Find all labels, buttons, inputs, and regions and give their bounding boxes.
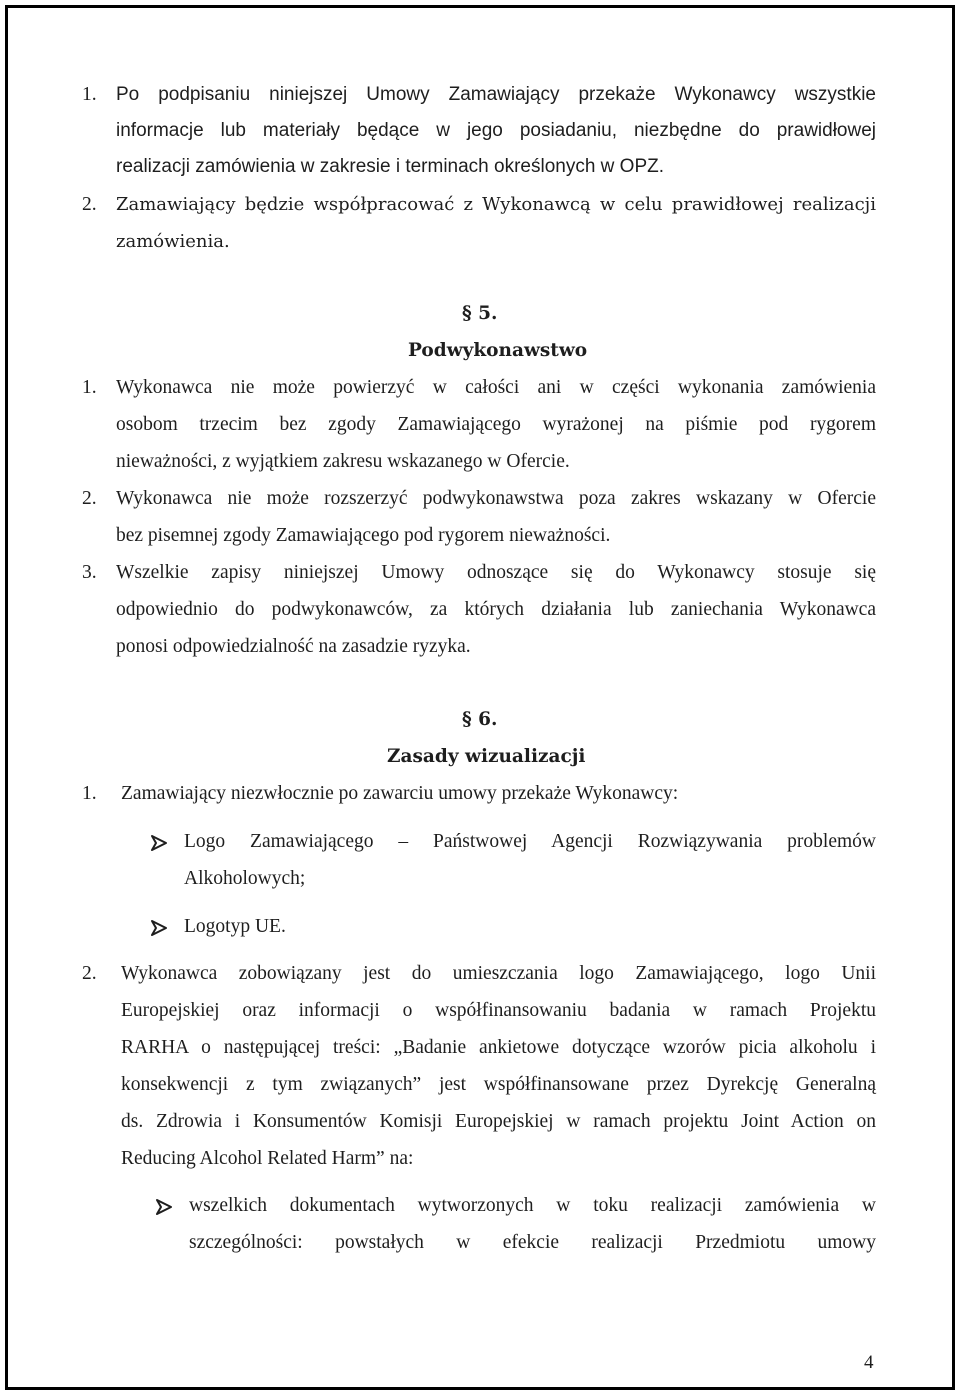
s6-bullet-3-line-1: wszelkich dokumentach wytworzonych w toku realizacji zamówienia w	[189, 1195, 876, 1216]
s6-item-2-line-3: RARHA o następującej treści: „Badanie ankietowe dotyczące wzorów picia alkoholu i	[121, 1037, 876, 1058]
s5-item-1-number: 1.	[82, 377, 97, 398]
arrow-bullet-icon	[150, 834, 168, 852]
s6-item-2-line-4: konsekwencji z tym związanych” jest współfinansowane przez Dyrekcję Generalną	[121, 1074, 876, 1095]
s6-item-1-number: 1.	[82, 783, 97, 804]
intro-item-2-number: 2.	[82, 194, 97, 215]
s6-bullet-1-line-2: Alkoholowych;	[184, 868, 306, 889]
s6-item-2-line-6: Reducing Alcohol Related Harm” na:	[121, 1148, 414, 1169]
section-6-number: § 6.	[462, 709, 498, 730]
s5-item-3-line-3: ponosi odpowiedzialność na zasadzie ryzyka.	[116, 636, 471, 657]
s5-item-2-number: 2.	[82, 488, 97, 509]
s6-item-2-number: 2.	[82, 963, 97, 984]
section-6-title: Zasady wizualizacji	[387, 746, 586, 767]
s5-item-1-line-2: osobom trzecim bez zgody Zamawiającego wyrażonej na piśmie pod rygorem	[116, 414, 876, 435]
s6-bullet-2-line-1: Logotyp UE.	[184, 916, 286, 937]
s6-bullet-1-line-1: Logo Zamawiającego – Państwowej Agencji Rozwiązywania problemów	[184, 831, 876, 852]
s6-item-2-line-1: Wykonawca zobowiązany jest do umieszczania logo Zamawiającego, logo Unii	[121, 963, 876, 984]
arrow-bullet-icon	[150, 919, 168, 937]
arrow-bullet-icon	[155, 1198, 173, 1216]
s5-item-3-line-2: odpowiednio do podwykonawców, za których działania lub zaniechania Wykonawca	[116, 599, 876, 620]
s6-bullet-3-line-2: szczególności: powstałych w efekcie realizacji Przedmiotu umowy	[189, 1232, 876, 1253]
s6-item-2-line-2: Europejskiej oraz informacji o współfinansowaniu badania w ramach Projektu	[121, 1000, 876, 1021]
s5-item-3-line-1: Wszelkie zapisy niniejszej Umowy odnoszące się do Wykonawcy stosuje się	[116, 562, 876, 583]
intro-item-2-line-1: Zamawiający będzie współpracować z Wykonawcą w celu prawidłowej realizacji	[116, 194, 876, 215]
intro-item-1-line-3: realizacji zamówienia w zakresie i terminach określonych w OPZ.	[116, 156, 665, 177]
page-number: 4	[864, 1352, 874, 1373]
s5-item-3-number: 3.	[82, 562, 97, 583]
s5-item-1-line-1: Wykonawca nie może powierzyć w całości ani w części wykonania zamówienia	[116, 377, 876, 398]
section-5-number: § 5.	[462, 303, 498, 324]
s6-item-2-line-5: ds. Zdrowia i Konsumentów Komisji Europejskiej w ramach projektu Joint Action on	[121, 1111, 876, 1132]
intro-item-1-line-1: Po podpisaniu niniejszej Umowy Zamawiający przekaże Wykonawcy wszystkie	[116, 84, 876, 105]
s5-item-2-line-1: Wykonawca nie może rozszerzyć podwykonawstwa poza zakres wskazany w Ofercie	[116, 488, 876, 509]
section-5-title: Podwykonawstwo	[408, 340, 588, 361]
intro-item-1-number: 1.	[82, 84, 97, 105]
intro-item-1-line-2: informacje lub materiały będące w jego posiadaniu, niezbędne do prawidłowej	[116, 120, 876, 141]
s6-item-1-text: Zamawiający niezwłocznie po zawarciu umowy przekaże Wykonawcy:	[121, 783, 679, 804]
s5-item-1-line-3: nieważności, z wyjątkiem zakresu wskazanego w Ofercie.	[116, 451, 570, 472]
s5-item-2-line-2: bez pisemnej zgody Zamawiającego pod rygorem nieważności.	[116, 525, 611, 546]
intro-item-2-line-2: zamówienia.	[116, 231, 230, 252]
